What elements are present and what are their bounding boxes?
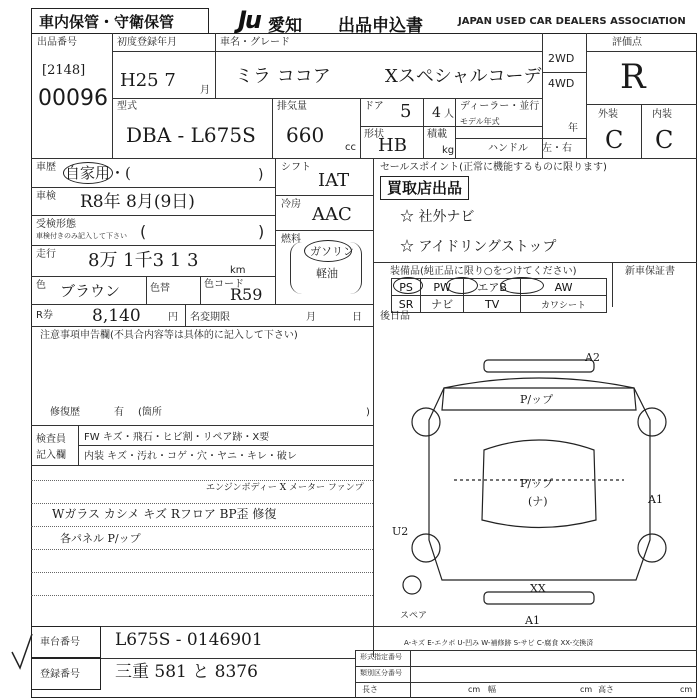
model-value: DBA - L675S <box>126 123 256 147</box>
inspection-value: R8年 8月(9日) <box>80 192 195 212</box>
equip-aw: AW <box>521 279 607 296</box>
lot-bracket-number: [2148] <box>42 63 86 78</box>
displacement-label: 排気量 <box>277 101 307 112</box>
color-code-value: R59 <box>230 285 263 304</box>
equip-navi: ナビ <box>421 296 464 313</box>
inspection-label: 車検 <box>36 191 56 202</box>
equip-tv: TV <box>464 296 521 313</box>
shape-number-label: 形式指定番号 <box>360 653 402 661</box>
inspector-int-row: 内装 キズ・汚れ・コゲ・穴・ヤニ・キレ・破レ <box>84 451 297 462</box>
form-title: 出品申込書 <box>338 16 423 36</box>
mark-left: U2 <box>392 525 409 538</box>
dealer-label: ディーラー・並行 <box>460 101 540 112</box>
mileage-label: 走行 <box>36 249 56 260</box>
org-name: 愛知 <box>268 16 302 36</box>
fuel-bracket <box>290 242 362 294</box>
lot-label: 出品番号 <box>37 37 77 48</box>
repair-label: 修復歴 <box>50 407 80 418</box>
approval-open: ( <box>140 222 147 241</box>
spare-label: スペア <box>400 611 428 621</box>
interior-value: C <box>655 126 674 154</box>
handle-value: 左・右 <box>542 143 572 154</box>
recycle-value: 8,140 <box>92 306 141 326</box>
usage-value: 自家用・( <box>65 164 131 182</box>
ac-value: AAC <box>312 204 352 225</box>
shape-label: 形状 <box>364 129 384 140</box>
spare-wheel <box>403 576 421 594</box>
color-change-label: 色替 <box>150 283 170 294</box>
sales-tag: 買取店出品 <box>380 176 469 200</box>
evaluation-score: R <box>620 57 646 97</box>
km-label: km <box>230 265 246 276</box>
sales-point-2: ☆ アイドリングストップ <box>400 239 557 255</box>
mark-xx: XX <box>530 582 546 595</box>
ac-label: 冷房 <box>281 199 301 210</box>
fuel-option-diesel: 軽油 <box>316 267 338 280</box>
doors-label: ドア <box>364 101 384 112</box>
color-value: ブラウン <box>60 282 121 300</box>
mileage-value: 8万 1千3 1 3 <box>88 250 199 271</box>
color-code-label: 色コード <box>204 279 244 290</box>
chassis-value: L675S - 0146901 <box>115 630 263 650</box>
cc-label: cc <box>345 142 356 153</box>
wheel-front-left <box>412 408 440 436</box>
handle-label: ハンドル <box>488 143 528 154</box>
deadline-month: 月 <box>306 312 316 323</box>
repair-close: ) <box>366 407 370 418</box>
circle-airbag <box>500 277 544 294</box>
association-name: JAPAN USED CAR DEALERS ASSOCIATION <box>458 16 686 27</box>
exterior-value: C <box>605 126 624 154</box>
fuel-label: 燃料 <box>281 234 301 245</box>
exterior-label: 外装 <box>598 109 618 120</box>
circle-ps <box>393 277 423 294</box>
equip-leather: カワシート <box>521 296 607 313</box>
doors-value: 5 <box>400 101 412 122</box>
shift-label: シフト <box>281 162 311 173</box>
storage-label: 車内保管・守衛保管 <box>39 13 175 31</box>
inspector-note-1: エンジンボディー X メーター ファンプ <box>206 483 364 493</box>
damage-legend: A-キズ E-エクボ U-凹み W-補修跡 S-サビ C-腐食 XX-交換済 <box>404 639 594 647</box>
approval-label: 受検形態 <box>36 219 76 230</box>
height-label: 高さ <box>598 685 614 694</box>
category-number-label: 類別区分番号 <box>360 669 402 677</box>
plate-value: 三重 581 と 8376 <box>115 662 258 682</box>
inspector-note-3: 各パネル P/ップ <box>60 532 141 545</box>
load-label: 積載 <box>427 129 447 140</box>
wheel-front-right <box>638 408 666 436</box>
model-label: 型式 <box>117 101 137 112</box>
equipment-label: 装備品(純正品に限り○をつけてください) <box>390 266 577 277</box>
front-bumper-outline <box>484 360 594 372</box>
usage-label: 車歴 <box>36 162 56 173</box>
sales-point-1: ☆ 社外ナビ <box>400 209 475 225</box>
height-cm: cm <box>680 685 693 694</box>
sales-points-label: セールスポイント(正常に機能するものに限ります) <box>380 162 607 173</box>
mark-body-sub: (ナ) <box>528 495 548 508</box>
repair-location: (箇所 <box>138 407 162 418</box>
repair-value: 有 <box>114 407 124 418</box>
circle-pw <box>446 277 478 294</box>
drive-4wd: 4WD <box>548 77 575 90</box>
length-label: 長さ <box>362 685 378 694</box>
after-label: 後日品 <box>380 311 410 322</box>
ju-logo: Ju <box>238 6 261 34</box>
grade-value: Xスペシャルコーデ <box>385 66 542 87</box>
check-mark <box>10 632 34 672</box>
seats-value: 4 <box>432 105 441 121</box>
car-name-label: 車名・グレード <box>220 37 290 48</box>
deadline-label: 名変期限 <box>190 312 230 323</box>
year-suffix: 年 <box>568 123 578 134</box>
month-suffix: 月 <box>200 85 210 96</box>
equip-pw: PW <box>421 279 464 296</box>
inspector-label: 検査員 <box>36 434 66 445</box>
recycle-label: R券 <box>36 310 53 321</box>
shape-value: HB <box>378 135 407 156</box>
chassis-label: 車台番号 <box>40 637 80 648</box>
equip-ps: PS <box>392 279 421 296</box>
inspector-note-2: Wガラス カシメ キズ Rフロア BP歪 修復 <box>52 507 277 521</box>
approval-note: 車検付きのみ記入して下さい <box>36 232 127 240</box>
wheel-rear-right <box>638 534 666 562</box>
deadline-day: 日 <box>352 312 362 323</box>
usage-close: ) <box>258 167 264 183</box>
evaluation-label: 評価点 <box>612 37 642 48</box>
shift-value: IAT <box>318 170 350 191</box>
plate-label: 登録番号 <box>40 669 80 680</box>
recycle-unit: 円 <box>168 312 178 323</box>
displacement-value: 660 <box>286 123 325 147</box>
first-reg-value: H25 7 <box>120 70 176 91</box>
equipment-table <box>391 278 607 313</box>
inspector-fw-row: FW キズ・飛石・ヒビ割・リペア跡・X要 <box>84 432 270 443</box>
mark-roof: P/ップ <box>520 393 554 406</box>
width-cm: cm <box>580 685 593 694</box>
mark-rear: A1 <box>525 614 540 627</box>
warranty-label: 新車保証書 <box>625 266 675 277</box>
mark-body: P/ップ <box>520 477 554 490</box>
color-label: 色 <box>36 280 46 291</box>
first-reg-label: 初度登録年月 <box>117 37 177 48</box>
approval-close: ) <box>258 222 265 241</box>
interior-label: 内装 <box>652 109 672 120</box>
equip-sr: SR <box>392 296 421 313</box>
car-name-value: ミラ ココア <box>235 66 331 87</box>
mark-right: A1 <box>648 493 663 506</box>
seats-unit: 人 <box>444 109 454 120</box>
mark-a2: A2 <box>585 351 600 364</box>
width-label: 幅 <box>488 685 496 694</box>
model-year-label: モデル年式 <box>460 117 500 126</box>
equip-airbag: エアB <box>464 279 521 296</box>
drive-2wd: 2WD <box>548 52 575 65</box>
notes-label: 注意事項申告欄(不具合内容等は具体的に記入して下さい) <box>40 330 298 341</box>
wheel-rear-left <box>412 534 440 562</box>
lot-number: 00096 <box>38 86 108 111</box>
usage-circle <box>63 162 113 184</box>
kg-label: kg <box>442 145 455 156</box>
length-cm: cm <box>468 685 481 694</box>
fuel-option-gasoline: ガソリン <box>310 245 354 258</box>
inspector-label-2: 記入欄 <box>36 450 66 461</box>
